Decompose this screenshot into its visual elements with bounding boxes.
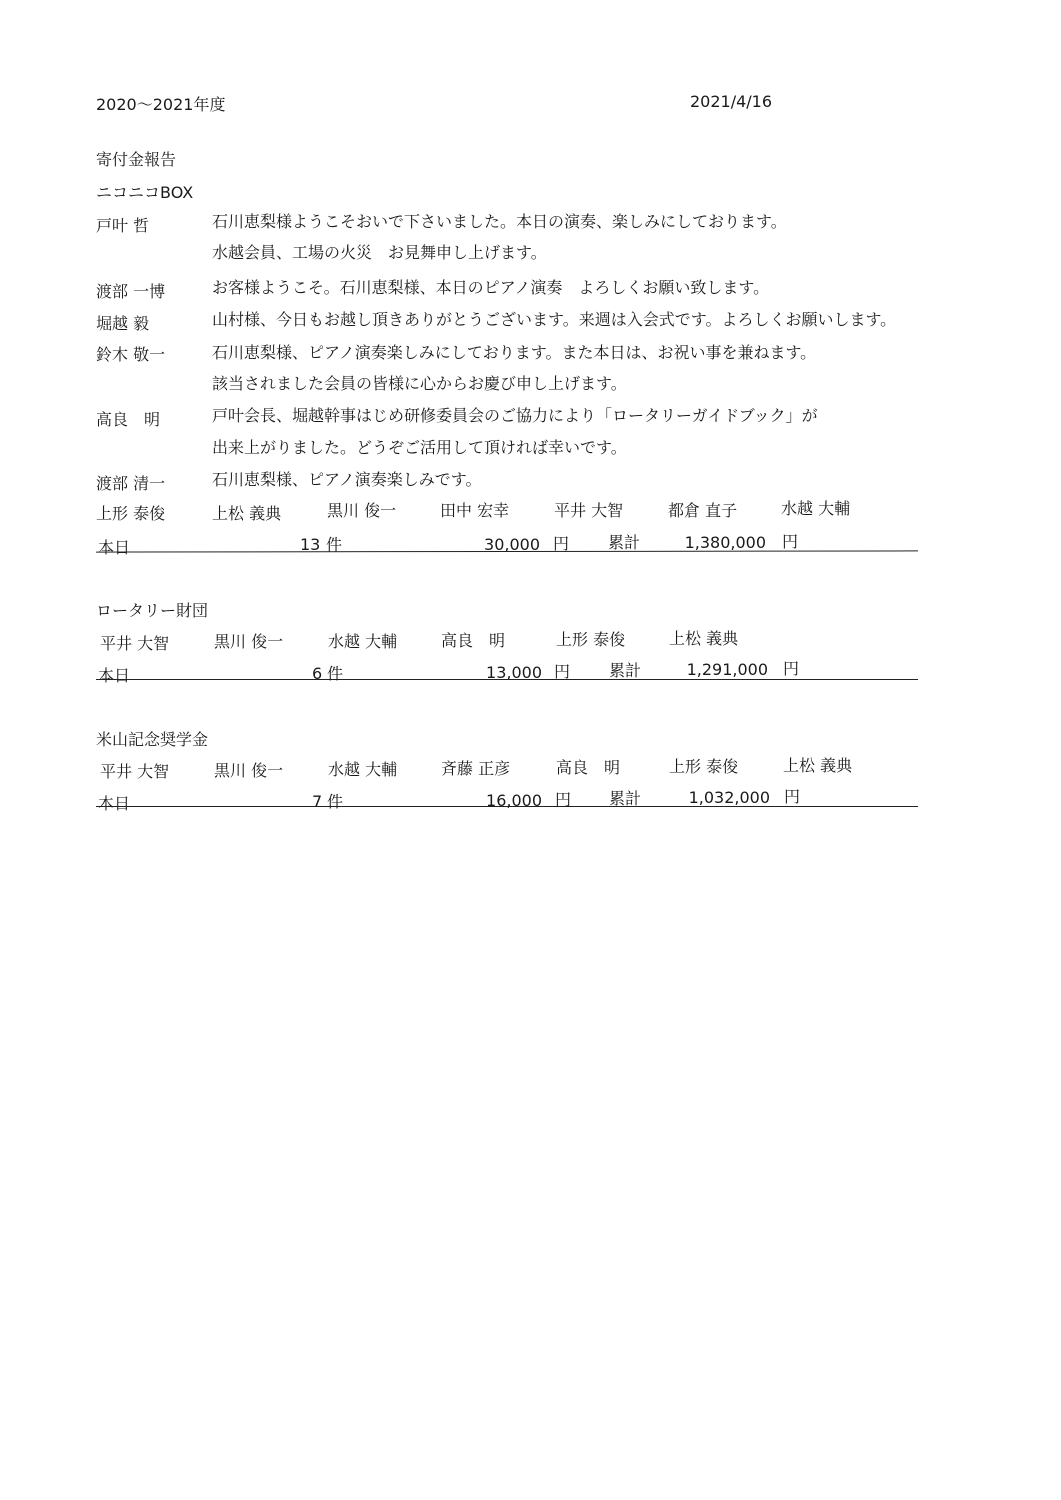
count-unit: 件 (327, 664, 344, 683)
today-amount: 16,000 (486, 791, 542, 810)
contributor-name: 斉藤 正彦 (441, 759, 511, 778)
today-label: 本日 (98, 538, 131, 557)
yen-unit: 円 (553, 534, 570, 553)
message-text: 水越会員、工場の火災 お見舞申し上げます。 (212, 243, 547, 262)
rotary-section-title: ロータリー財団 (96, 601, 209, 620)
contributor-name: 平井 大智 (100, 762, 170, 781)
message-text: 出来上がりました。どうぞご活用して頂ければ幸いです。 (212, 438, 627, 457)
nikoniko-section-title: ニコニコBOX (96, 183, 194, 202)
yen-unit: 円 (782, 532, 799, 551)
contributor-name: 高良 明 (556, 758, 621, 777)
today-amount: 13,000 (486, 663, 542, 682)
today-count: 13 (300, 535, 321, 554)
message-text: お客様ようこそ。石川恵梨様、本日のピアノ演奏 よろしくお願い致します。 (212, 278, 770, 297)
contributor-name: 平井 大智 (100, 634, 170, 653)
yoneyama-section-title: 米山記念奨学金 (96, 730, 209, 749)
count-unit: 件 (326, 535, 343, 554)
total-amount: 1,032,000 (688, 788, 770, 807)
message-text: 石川恵梨様、ピアノ演奏楽しみにしております。また本日は、お祝い事を兼ねます。 (212, 343, 817, 362)
contributor-name: 上形 泰俊 (96, 504, 166, 523)
contributor-name: 黒川 俊一 (327, 501, 397, 520)
contributor-name: 上松 義典 (783, 756, 853, 775)
message-text: 山村様、今日もお越し頂きありがとうございます。来週は入会式です。よろしくお願いします。 (212, 310, 897, 329)
message-author: 戸叶 哲 (96, 216, 150, 235)
message-text: 該当されました会員の皆様に心からお慶び申し上げます。 (212, 374, 627, 393)
today-amount: 30,000 (484, 535, 540, 554)
message-author: 渡部 一博 (96, 282, 166, 301)
fiscal-year: 2020～2021年度 (96, 95, 226, 114)
contributor-name: 田中 宏幸 (440, 501, 510, 520)
message-author: 高良 明 (96, 410, 161, 429)
summary-underline (96, 806, 918, 807)
yen-unit: 円 (784, 787, 801, 806)
today-count: 7 (312, 792, 323, 811)
contributor-name: 水越 大輔 (328, 632, 398, 651)
today-label: 本日 (98, 666, 131, 685)
total-label: 累計 (609, 661, 642, 680)
contributor-name: 水越 大輔 (781, 499, 851, 518)
contributor-name: 水越 大輔 (328, 760, 398, 779)
contributor-name: 黒川 俊一 (214, 632, 284, 651)
today-label: 本日 (98, 794, 131, 813)
total-label: 累計 (609, 789, 642, 808)
yen-unit: 円 (783, 659, 800, 678)
contributor-name: 上松 義典 (669, 629, 739, 648)
yen-unit: 円 (554, 662, 571, 681)
message-text: 石川恵梨様ようこそおいで下さいました。本日の演奏、楽しみにしております。 (212, 212, 787, 231)
message-author: 鈴木 敬一 (96, 345, 166, 364)
report-date: 2021/4/16 (690, 92, 773, 111)
total-amount: 1,291,000 (686, 660, 768, 679)
message-author: 渡部 清一 (96, 474, 166, 493)
message-text: 石川恵梨様、ピアノ演奏楽しみです。 (212, 470, 482, 489)
contributor-name: 上形 泰俊 (556, 630, 626, 649)
message-text: 戸叶会長、堀越幹事はじめ研修委員会のご協力により「ロータリーガイドブック」が (212, 406, 818, 425)
count-unit: 件 (327, 792, 344, 811)
contributor-name: 平井 大智 (554, 501, 624, 520)
contributor-name: 高良 明 (441, 631, 506, 650)
yen-unit: 円 (555, 790, 572, 809)
contributor-name: 都倉 直子 (668, 501, 738, 520)
contributor-name: 黒川 俊一 (214, 761, 284, 780)
total-amount: 1,380,000 (684, 533, 766, 552)
contributor-name: 上形 泰俊 (669, 757, 739, 776)
summary-underline (96, 679, 918, 680)
today-count: 6 (312, 664, 323, 683)
report-title: 寄付金報告 (96, 150, 177, 169)
message-author: 堀越 毅 (96, 314, 150, 333)
total-label: 累計 (608, 533, 641, 552)
contributor-name: 上松 義典 (212, 504, 282, 523)
